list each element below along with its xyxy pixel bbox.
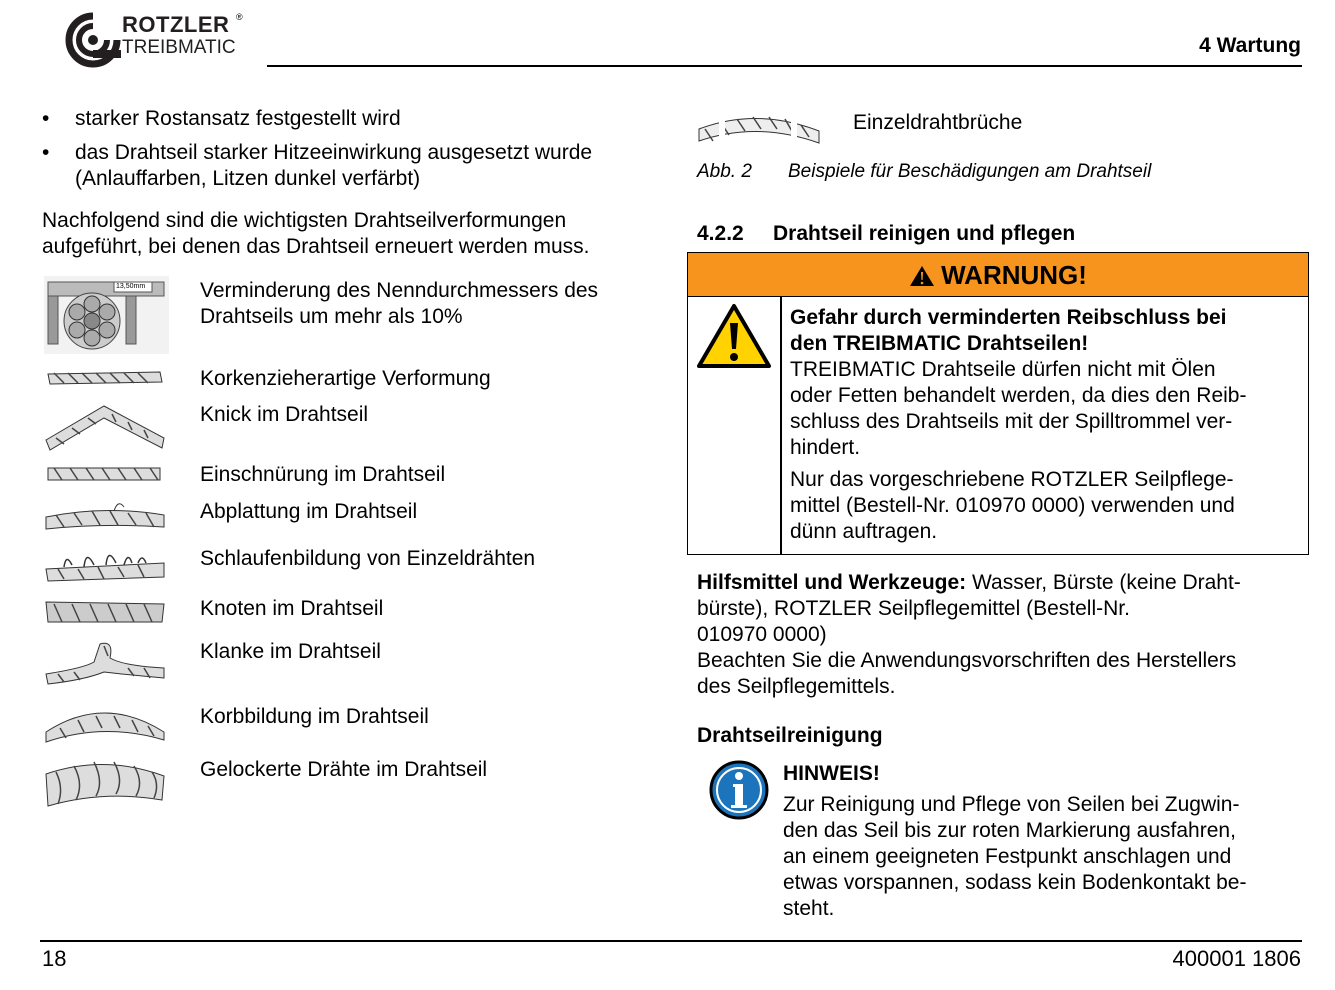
damage-label: Klanke im Drahtseil (200, 640, 381, 663)
warning-bold-line: Gefahr durch verminderten Reibschluss bei (790, 306, 1227, 329)
header-rule (267, 65, 1302, 67)
rope-constriction-image (44, 465, 164, 488)
section-title: 4 Wartung (1199, 34, 1301, 57)
damage-label: Abplattung im Drahtseil (200, 500, 418, 523)
broken-wires-label: Einzeldrahtbrüche (853, 111, 1023, 134)
tools-text: Wasser, Bürste (keine Draht- (966, 571, 1241, 594)
rope-klanke-image (44, 638, 166, 695)
tools-line: bürste), ROTZLER Seilpflegemittel (Bestell-Nr. (697, 597, 1130, 620)
warning-triangle-icon (696, 303, 772, 369)
cleaning-heading: Drahtseilreinigung (697, 724, 883, 747)
tools-line (697, 570, 1307, 596)
rope-constriction-icon (44, 465, 164, 483)
warning-triangle-small-icon (909, 265, 935, 287)
info-icon (708, 759, 770, 821)
intro-line: Nachfolgend sind die wichtigsten Drahtseilverformungen (42, 209, 567, 232)
warning-line: schluss des Drahtseils mit der Spilltrommel ver- (790, 410, 1233, 433)
warning-divider (780, 297, 782, 554)
subsection-title: Drahtseil reinigen und pflegen (773, 222, 1076, 245)
note-line: den das Seil bis zur roten Markierung ausfahren, (783, 819, 1236, 842)
damage-label: Einschnürung im Drahtseil (200, 463, 446, 486)
rope-corkscrew-image (44, 368, 164, 393)
rope-loose-wires-icon (44, 754, 166, 810)
damage-label: Korkenzieherartige Verformung (200, 367, 491, 390)
rope-loops-icon (44, 545, 166, 583)
damage-label: Gelockerte Drähte im Drahtseil (200, 758, 488, 781)
warning-line: TREIBMATIC Drahtseile dürfen nicht mit Ölen (790, 358, 1216, 381)
broken-wires-icon (697, 107, 823, 145)
rope-kink-image (44, 400, 166, 457)
subsection-number: 4.2.2 (697, 222, 744, 245)
bullet-continuation: (Anlauffarben, Litzen dunkel verfärbt) (75, 167, 421, 190)
rope-basket-icon (44, 700, 166, 744)
logo-registered-mark: ® (236, 12, 243, 22)
warning-line: mittel (Bestell-Nr. 010970 0000) verwenden und (790, 494, 1235, 517)
caliper-icon (44, 276, 169, 354)
damage-label: Schlaufenbildung von Einzeldrähten (200, 547, 536, 570)
warning-text (790, 305, 1300, 545)
damage-label: Verminderung des Nenndurchmessers des (200, 279, 599, 302)
figure-number: Abb. 2 (697, 161, 752, 182)
rotzler-logo-mark-icon (65, 12, 121, 68)
warning-header (688, 253, 1308, 297)
bullet-icon: • (42, 107, 50, 130)
broken-wires-image (697, 107, 823, 150)
warning-line: hindert. (790, 436, 861, 459)
document-number: 400001 1806 (1172, 946, 1301, 971)
note-heading: HINWEIS! (783, 762, 880, 785)
tools-line: 010970 0000) (697, 623, 827, 646)
note-line: steht. (783, 897, 835, 920)
rope-flattening-image (44, 497, 166, 536)
bullet-icon: • (42, 141, 50, 164)
rope-corkscrew-icon (44, 368, 164, 388)
damage-label: Knoten im Drahtseil (200, 597, 384, 620)
note-line: an einem geeigneten Festpunkt anschlagen und (783, 845, 1232, 868)
rope-klanke-icon (44, 638, 166, 690)
warning-line: Nur das vorgeschriebene ROTZLER Seilpflege- (790, 468, 1234, 491)
damage-label: Knick im Drahtseil (200, 403, 369, 426)
footer-rule (40, 940, 1302, 942)
instructions-line: des Seilpflegemittels. (697, 675, 896, 698)
damage-label: Drahtseils um mehr als 10% (200, 305, 463, 328)
rope-flattening-icon (44, 497, 166, 531)
rope-kink-icon (44, 400, 166, 452)
logo-text-rotzler: ROTZLER (122, 12, 230, 37)
figure-caption: Beispiele für Beschädigungen am Drahtseil (788, 161, 1152, 182)
tools-label: Hilfsmittel und Werkzeuge: (697, 571, 967, 594)
damage-label: Korbbildung im Drahtseil (200, 705, 429, 728)
rope-loose-wires-image (44, 754, 166, 815)
rope-knot-image (44, 598, 166, 631)
instructions-line: Beachten Sie die Anwendungsvorschriften des Herstellers (697, 649, 1237, 672)
rotzler-logo (65, 12, 245, 68)
note-line: Zur Reinigung und Pflege von Seilen bei Zugwin- (783, 793, 1240, 816)
page-number: 18 (42, 946, 67, 971)
rope-loops-image (44, 545, 166, 588)
warning-line: dünn auftragen. (790, 520, 938, 543)
caliper-rope-image (44, 276, 169, 354)
intro-line: aufgeführt, bei denen das Drahtseil erneuert werden muss. (42, 235, 590, 258)
rope-basket-image (44, 700, 166, 749)
warning-heading: WARNUNG! (941, 260, 1087, 290)
caliper-reading: 13,50mm (116, 283, 146, 290)
note-line: etwas vorspannen, sodass kein Bodenkontakt be- (783, 871, 1247, 894)
warning-box (687, 252, 1309, 555)
logo-text-treibmatic: TREIBMATIC (122, 37, 236, 58)
warning-bold-line: den TREIBMATIC Drahtseilen! (790, 332, 1089, 355)
warning-line: oder Fetten behandelt werden, da dies den Reib- (790, 384, 1247, 407)
rope-knot-icon (44, 598, 166, 626)
